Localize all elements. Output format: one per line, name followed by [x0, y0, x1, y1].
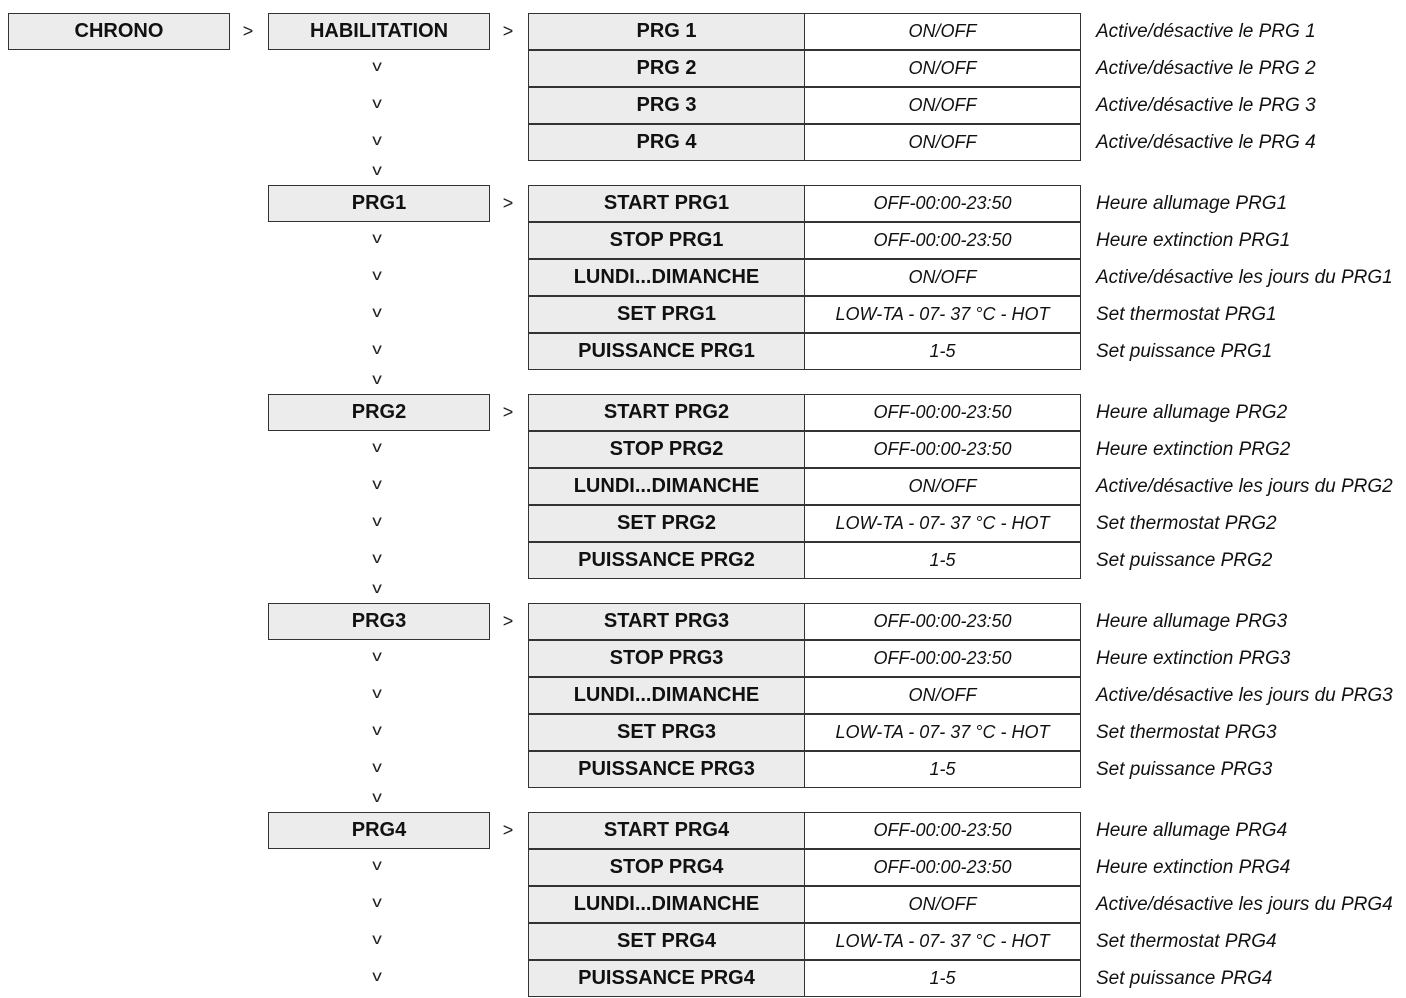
- down-chevron-icon: v: [372, 341, 382, 358]
- param-label: PRG 2: [528, 50, 805, 87]
- right-arrow: >: [502, 193, 514, 213]
- down-chevron-icon: v: [372, 476, 382, 493]
- down-chevron-icon: v: [372, 685, 382, 702]
- param-value: ON/OFF: [804, 468, 1081, 505]
- param-description: Active/désactive les jours du PRG3: [1096, 684, 1393, 706]
- param-value: 1-5: [804, 751, 1081, 788]
- right-arrow: >: [242, 21, 254, 41]
- param-value: 1-5: [804, 960, 1081, 997]
- param-value: OFF-00:00-23:50: [804, 222, 1081, 259]
- down-chevron-icon: v: [372, 95, 382, 112]
- param-label: PRG 1: [528, 13, 805, 50]
- param-value: ON/OFF: [804, 677, 1081, 714]
- down-chevron-icon: v: [372, 230, 382, 247]
- param-value: OFF-00:00-23:50: [804, 603, 1081, 640]
- param-value: ON/OFF: [804, 886, 1081, 923]
- param-description: Active/désactive le PRG 3: [1096, 94, 1316, 116]
- param-description: Heure extinction PRG2: [1096, 438, 1291, 460]
- section-box: HABILITATION: [268, 13, 490, 50]
- param-value: OFF-00:00-23:50: [804, 640, 1081, 677]
- down-chevron-icon: v: [372, 132, 382, 149]
- param-label: LUNDI...DIMANCHE: [528, 677, 805, 714]
- down-chevron-icon: v: [372, 304, 382, 321]
- down-chevron-icon: v: [372, 162, 382, 179]
- down-chevron-icon: v: [372, 58, 382, 75]
- param-value: LOW-TA - 07- 37 °C - HOT: [804, 714, 1081, 751]
- param-value: OFF-00:00-23:50: [804, 394, 1081, 431]
- param-label: SET PRG1: [528, 296, 805, 333]
- param-label: START PRG2: [528, 394, 805, 431]
- param-description: Set puissance PRG2: [1096, 549, 1273, 571]
- param-description: Active/désactive le PRG 4: [1096, 131, 1316, 153]
- param-value: LOW-TA - 07- 37 °C - HOT: [804, 505, 1081, 542]
- param-label: LUNDI...DIMANCHE: [528, 468, 805, 505]
- down-chevron-icon: v: [372, 513, 382, 530]
- param-value: LOW-TA - 07- 37 °C - HOT: [804, 296, 1081, 333]
- param-description: Heure allumage PRG2: [1096, 401, 1288, 423]
- param-label: PRG 3: [528, 87, 805, 124]
- param-label: PUISSANCE PRG2: [528, 542, 805, 579]
- param-description: Set thermostat PRG3: [1096, 721, 1277, 743]
- param-description: Set thermostat PRG2: [1096, 512, 1277, 534]
- section-box: PRG4: [268, 812, 490, 849]
- down-chevron-icon: v: [372, 931, 382, 948]
- param-description: Active/désactive les jours du PRG1: [1096, 266, 1393, 288]
- param-description: Set puissance PRG1: [1096, 340, 1273, 362]
- param-description: Heure extinction PRG1: [1096, 229, 1291, 251]
- down-chevron-icon: v: [372, 759, 382, 776]
- param-label: START PRG4: [528, 812, 805, 849]
- down-chevron-icon: v: [372, 439, 382, 456]
- param-description: Active/désactive le PRG 2: [1096, 57, 1316, 79]
- right-arrow: >: [502, 820, 514, 840]
- down-chevron-icon: v: [372, 857, 382, 874]
- down-chevron-icon: v: [372, 968, 382, 985]
- param-description: Active/désactive les jours du PRG4: [1096, 893, 1393, 915]
- right-arrow: >: [502, 402, 514, 422]
- param-label: STOP PRG4: [528, 849, 805, 886]
- param-value: ON/OFF: [804, 87, 1081, 124]
- param-label: STOP PRG1: [528, 222, 805, 259]
- param-description: Set puissance PRG3: [1096, 758, 1273, 780]
- param-value: OFF-00:00-23:50: [804, 812, 1081, 849]
- param-label: PUISSANCE PRG4: [528, 960, 805, 997]
- param-value: ON/OFF: [804, 124, 1081, 161]
- section-box: PRG3: [268, 603, 490, 640]
- param-label: START PRG1: [528, 185, 805, 222]
- param-description: Active/désactive le PRG 1: [1096, 20, 1316, 42]
- down-chevron-icon: v: [372, 371, 382, 388]
- param-value: ON/OFF: [804, 13, 1081, 50]
- param-description: Set puissance PRG4: [1096, 967, 1273, 989]
- param-label: PRG 4: [528, 124, 805, 161]
- param-value: LOW-TA - 07- 37 °C - HOT: [804, 923, 1081, 960]
- param-description: Active/désactive les jours du PRG2: [1096, 475, 1393, 497]
- param-label: STOP PRG2: [528, 431, 805, 468]
- param-label: SET PRG3: [528, 714, 805, 751]
- param-value: ON/OFF: [804, 50, 1081, 87]
- down-chevron-icon: v: [372, 648, 382, 665]
- param-description: Heure allumage PRG4: [1096, 819, 1288, 841]
- param-label: STOP PRG3: [528, 640, 805, 677]
- param-label: SET PRG4: [528, 923, 805, 960]
- down-chevron-icon: v: [372, 894, 382, 911]
- param-label: LUNDI...DIMANCHE: [528, 259, 805, 296]
- param-description: Set thermostat PRG4: [1096, 930, 1277, 952]
- param-label: PUISSANCE PRG3: [528, 751, 805, 788]
- root-box-chrono: CHRONO: [8, 13, 230, 50]
- param-description: Heure extinction PRG4: [1096, 856, 1291, 878]
- param-label: SET PRG2: [528, 505, 805, 542]
- section-box: PRG1: [268, 185, 490, 222]
- param-label: LUNDI...DIMANCHE: [528, 886, 805, 923]
- param-value: OFF-00:00-23:50: [804, 185, 1081, 222]
- param-value: ON/OFF: [804, 259, 1081, 296]
- param-description: Set thermostat PRG1: [1096, 303, 1277, 325]
- param-label: START PRG3: [528, 603, 805, 640]
- down-chevron-icon: v: [372, 722, 382, 739]
- param-description: Heure allumage PRG3: [1096, 610, 1288, 632]
- param-value: 1-5: [804, 542, 1081, 579]
- down-chevron-icon: v: [372, 550, 382, 567]
- down-chevron-icon: v: [372, 580, 382, 597]
- down-chevron-icon: v: [372, 267, 382, 284]
- param-description: Heure allumage PRG1: [1096, 192, 1288, 214]
- right-arrow: >: [502, 21, 514, 41]
- param-label: PUISSANCE PRG1: [528, 333, 805, 370]
- down-chevron-icon: v: [372, 789, 382, 806]
- section-box: PRG2: [268, 394, 490, 431]
- param-value: OFF-00:00-23:50: [804, 849, 1081, 886]
- right-arrow: >: [502, 611, 514, 631]
- param-value: 1-5: [804, 333, 1081, 370]
- param-value: OFF-00:00-23:50: [804, 431, 1081, 468]
- param-description: Heure extinction PRG3: [1096, 647, 1291, 669]
